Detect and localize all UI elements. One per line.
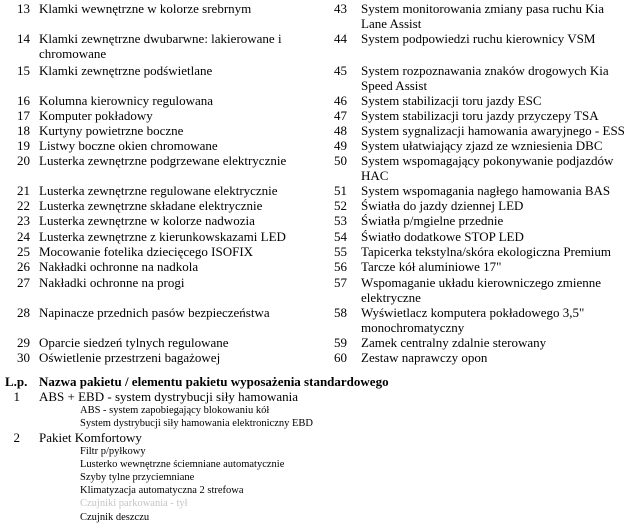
item-text: Oparcie siedzeń tylnych regulowane	[39, 335, 229, 350]
item-text: Światło dodatkowe STOP LED	[361, 229, 524, 244]
item-number: 46	[334, 93, 347, 108]
item-number: 44	[334, 31, 347, 46]
item-number: 29	[17, 335, 30, 350]
item-text: System wspomagania nagłego hamowania BAS	[361, 183, 611, 198]
package-element: Czujnik deszczu	[80, 512, 150, 523]
item-number: 30	[17, 350, 30, 365]
item-number: 18	[17, 123, 30, 138]
item-text: Kurtyny powietrzne boczne	[39, 123, 184, 138]
item-text: Nakładki ochronne na progi	[39, 275, 185, 290]
header-name: Nazwa pakietu / elementu pakietu wyposażenia standardowego	[39, 374, 389, 389]
item-number: 20	[17, 153, 30, 168]
item-text: System ułatwiający zjazd ze wzniesienia DBC	[361, 138, 603, 153]
item-text: Lane Assist	[361, 16, 422, 31]
header-lp: L.p.	[5, 374, 28, 389]
item-text: Klamki zewnętrzne dwubarwne: lakierowane i	[39, 31, 282, 46]
item-text: Speed Assist	[361, 78, 428, 93]
item-text: Komputer pokładowy	[39, 108, 153, 123]
item-text: Światła p/mgielne przednie	[361, 213, 504, 228]
item-text: Lusterka zewnętrzne regulowane elektrycznie	[39, 183, 278, 198]
item-text: System rozpoznawania znaków drogowych Kia	[361, 63, 609, 78]
item-text: HAC	[361, 168, 389, 183]
item-number: 16	[17, 93, 30, 108]
item-text: Kolumna kierownicy regulowana	[39, 93, 214, 108]
item-number: 60	[334, 350, 347, 365]
item-text: Lusterka zewnętrzne składane elektrycznie	[39, 198, 263, 213]
item-number: 15	[17, 63, 30, 78]
item-text: System wspomagający pokonywanie podjazdów	[361, 153, 614, 168]
item-number: 27	[17, 275, 30, 290]
item-number: 45	[334, 63, 347, 78]
item-text: System podpowiedzi ruchu kierownicy VSM	[361, 31, 596, 46]
item-number: 53	[334, 213, 347, 228]
item-text: Lusterka zewnętrzne w kolorze nadwozia	[39, 213, 255, 228]
item-text: Lusterka zewnętrzne z kierunkowskazami LED	[39, 229, 286, 244]
package-number: 1	[13, 389, 20, 404]
item-number: 21	[17, 183, 30, 198]
item-text: Tapicerka tekstylna/skóra ekologiczna Premium	[361, 244, 611, 259]
item-number: 17	[17, 108, 30, 123]
item-number: 58	[334, 305, 347, 320]
item-number: 54	[334, 229, 347, 244]
item-number: 51	[334, 183, 347, 198]
item-text: System stabilizacji toru jazdy przyczepy TSA	[361, 108, 599, 123]
item-number: 13	[17, 1, 30, 16]
package-element: Klimatyzacja automatyczna 2 strefowa	[80, 485, 244, 496]
item-text: Klamki zewnętrzne podświetlane	[39, 63, 213, 78]
item-text: elektryczne	[361, 290, 421, 305]
item-text: Klamki wewnętrzne w kolorze srebrnym	[39, 1, 252, 16]
package-element: ABS - system zapobiegający blokowaniu kół	[80, 405, 270, 416]
item-text: Mocowanie fotelika dziecięcego ISOFIX	[39, 244, 254, 259]
package-name: ABS + EBD - system dystrybucji siły hamowania	[39, 389, 299, 404]
package-element: System dystrybucji siły hamowania elektroniczny EBD	[80, 418, 313, 429]
item-number: 57	[334, 275, 347, 290]
item-text: Zamek centralny zdalnie sterowany	[361, 335, 547, 350]
item-text: Listwy boczne okien chromowane	[39, 138, 218, 153]
item-text: Wspomaganie układu kierowniczego zmienne	[361, 275, 602, 290]
item-number: 28	[17, 305, 30, 320]
item-number: 47	[334, 108, 347, 123]
item-number: 14	[17, 31, 30, 46]
package-element: Czujniki parkowania - tył	[80, 498, 188, 509]
item-text: Zestaw naprawczy opon	[361, 350, 488, 365]
item-text: Nakładki ochronne na nadkola	[39, 259, 199, 274]
item-text: monochromatyczny	[361, 320, 465, 335]
item-number: 43	[334, 1, 347, 16]
item-number: 24	[17, 229, 30, 244]
item-text: Tarcze kół aluminiowe 17"	[361, 259, 502, 274]
item-number: 19	[17, 138, 30, 153]
package-element: Szyby tylne przyciemniane	[80, 472, 195, 483]
item-number: 23	[17, 213, 30, 228]
item-number: 52	[334, 198, 347, 213]
package-number: 2	[13, 430, 20, 445]
item-text: chromowane	[39, 46, 107, 61]
item-number: 25	[17, 244, 30, 259]
item-number: 55	[334, 244, 347, 259]
item-text: System sygnalizacji hamowania awaryjnego - ESS	[361, 123, 625, 138]
item-number: 59	[334, 335, 347, 350]
package-element: Lusterko wewnętrzne ściemniane automatycznie	[80, 459, 285, 470]
item-text: Światła do jazdy dziennej LED	[361, 198, 524, 213]
package-element: Filtr p/pyłkowy	[80, 446, 146, 457]
item-number: 26	[17, 259, 30, 274]
item-text: Wyświetlacz komputera pokładowego 3,5"	[361, 305, 585, 320]
item-number: 48	[334, 123, 347, 138]
item-text: Napinacze przednich pasów bezpieczeństwa	[39, 305, 270, 320]
item-number: 49	[334, 138, 347, 153]
item-text: System monitorowania zmiany pasa ruchu Kia	[361, 1, 604, 16]
package-name: Pakiet Komfortowy	[39, 430, 142, 445]
item-text: System stabilizacji toru jazdy ESC	[361, 93, 542, 108]
item-number: 22	[17, 198, 30, 213]
item-number: 50	[334, 153, 347, 168]
item-text: Oświetlenie przestrzeni bagażowej	[39, 350, 221, 365]
item-number: 56	[334, 259, 347, 274]
item-text: Lusterka zewnętrzne podgrzewane elektrycznie	[39, 153, 287, 168]
